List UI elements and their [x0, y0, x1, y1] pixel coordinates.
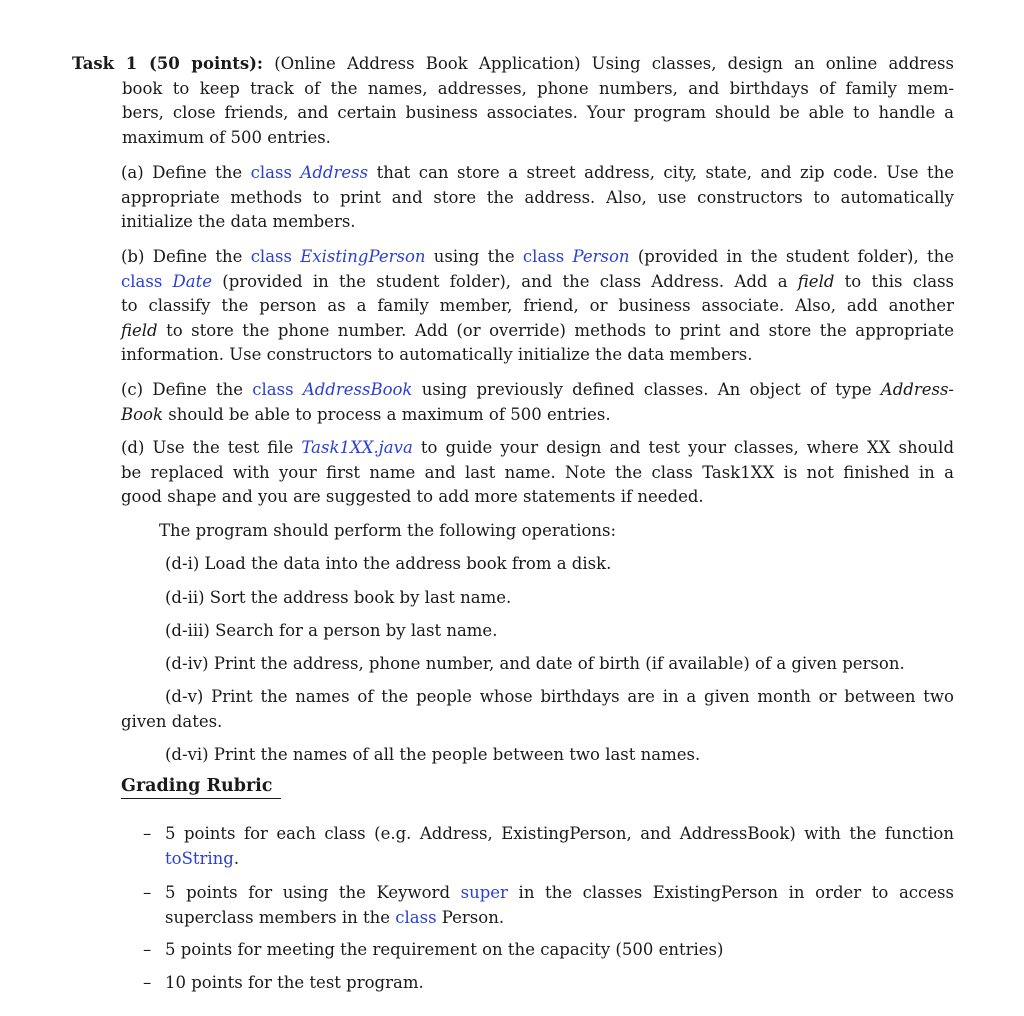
part-d: (d) Use the test file Task1XX.java to guide your design and test your classes, where XX should be replaced with your first name and last name. Note the class Task1XX is not finished in a good shape and you are suggested to add more statements if needed.	[121, 438, 955, 506]
rubric-item: – 5 points for using the Keyword super in the classes ExistingPerson in order to access superclass members in the class Person.	[143, 883, 954, 927]
class-address-ref: Address	[300, 163, 369, 182]
op-d-v: (d-v) Print the names of the people whose birthdays are in a given month or between two given dates.	[121, 687, 954, 731]
task-intro: Task 1 (50 points): (Online Address Book Application) Using classes, design an online address book to keep track of the names, addresses, phone numbers, and birthdays of family mem- bers, close friends, and certain business associates. Your program should be able to handle a maximum of 500 entries.	[72, 54, 954, 147]
class-date-ref: Date	[172, 271, 213, 291]
rubric-item: – 5 points for meeting the requirement on the capacity (500 entries)	[143, 940, 724, 959]
part-b: (b) Define the class ExistingPerson using the class Person (provided in the student folder), the class Date (provided in the student folder), and the class Address. Add a field to this class to classify the person as a family member, friend, or business associate. Also, add another field to store the phone number. Add (or override) methods to print and store the appropriate information. Use constructors to automatically initialize the data members.	[121, 247, 954, 364]
test-file-ref: Task1XX.java	[301, 438, 413, 457]
op-d-iii: (d-iii) Search for a person by last name.	[165, 621, 498, 640]
class-existingperson-ref: ExistingPerson	[300, 247, 426, 266]
op-d-iv: (d-iv) Print the address, phone number, and date of birth (if available) of a given person.	[165, 654, 905, 673]
class-addressbook-ref: AddressBook	[302, 380, 413, 399]
operations-intro: The program should perform the following operations:	[159, 521, 617, 540]
part-c: (c) Define the class AddressBook using previously defined classes. An object of type Address- Book should be able to process a maximum of 500 entries.	[121, 380, 954, 424]
op-d-i: (d-i) Load the data into the address book from a disk.	[165, 554, 612, 573]
super-keyword-ref: super	[460, 883, 508, 902]
class-person-ref: Person	[572, 247, 630, 266]
op-d-ii: (d-ii) Sort the address book by last name.	[165, 588, 512, 607]
tostring-ref: toString	[165, 848, 234, 868]
op-d-vi: (d-vi) Print the names of all the people between two last names.	[165, 745, 701, 764]
task-heading: Task 1 (50 points):	[72, 54, 264, 73]
rubric-item: – 5 points for each class (e.g. Address, ExistingPerson, and AddressBook) with the function toString.	[143, 824, 954, 868]
rubric-item: – 10 points for the test program.	[143, 973, 424, 992]
grading-rubric-heading: Grading Rubric	[121, 776, 281, 799]
part-a: (a) Define the class Address that can store a street address, city, state, and zip code. Use the appropriate methods to print and store the address. Also, use constructors to automatically initialize the data members.	[121, 163, 954, 231]
